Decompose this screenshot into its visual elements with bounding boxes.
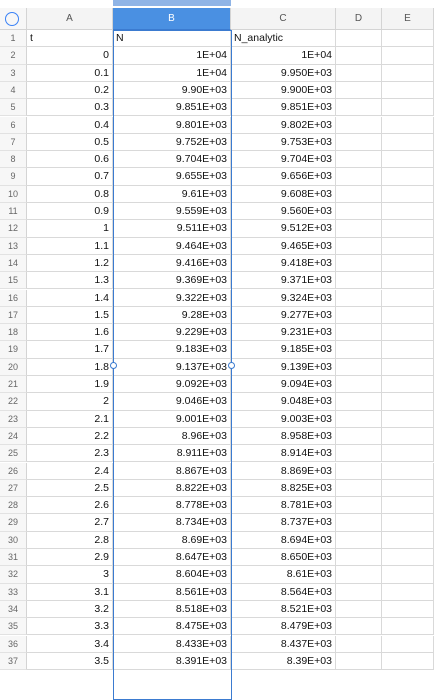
cell-empty[interactable] xyxy=(382,497,434,514)
cell-c[interactable]: 8.781E+03 xyxy=(231,497,336,514)
cell-a[interactable]: 2.9 xyxy=(27,549,113,566)
column-header-a[interactable]: A xyxy=(27,8,113,30)
row-header[interactable]: 21 xyxy=(0,376,27,393)
table-row xyxy=(0,82,434,99)
table-row xyxy=(0,359,434,376)
row-header[interactable]: 33 xyxy=(0,584,27,601)
cell-a[interactable]: 1.1 xyxy=(27,238,113,255)
cell-b[interactable]: 8.96E+03 xyxy=(113,428,231,445)
cell-a[interactable]: 1 xyxy=(27,220,113,237)
table-row xyxy=(0,117,434,134)
cell-c[interactable]: 8.869E+03 xyxy=(231,463,336,480)
cell-empty[interactable] xyxy=(336,376,382,393)
cell-c[interactable]: 9.231E+03 xyxy=(231,324,336,341)
row-header[interactable]: 3 xyxy=(0,65,27,82)
cell-c[interactable]: 9.950E+03 xyxy=(231,65,336,82)
cell-a[interactable]: 3.3 xyxy=(27,618,113,635)
cell-b[interactable]: 9.801E+03 xyxy=(113,117,231,134)
cell-b[interactable]: 9.183E+03 xyxy=(113,341,231,358)
cell-b[interactable]: 8.518E+03 xyxy=(113,601,231,618)
cell-empty[interactable] xyxy=(382,238,434,255)
cell-empty[interactable] xyxy=(382,636,434,653)
table-row xyxy=(0,411,434,428)
table-row xyxy=(0,341,434,358)
cell-empty[interactable] xyxy=(382,151,434,168)
cell-empty[interactable] xyxy=(382,324,434,341)
select-all-circle-icon xyxy=(5,12,19,26)
cell-empty[interactable] xyxy=(382,376,434,393)
row-header[interactable]: 29 xyxy=(0,514,27,531)
row-header[interactable]: 17 xyxy=(0,307,27,324)
row-header[interactable]: 30 xyxy=(0,532,27,549)
cell-empty[interactable] xyxy=(336,238,382,255)
cell-a[interactable]: 1.5 xyxy=(27,307,113,324)
cell-empty[interactable] xyxy=(336,393,382,410)
table-row xyxy=(0,238,434,255)
cell-empty[interactable] xyxy=(382,203,434,220)
table-row xyxy=(0,134,434,151)
cell-b[interactable]: 8.911E+03 xyxy=(113,445,231,462)
cell-b[interactable]: 9.369E+03 xyxy=(113,272,231,289)
cell-empty[interactable] xyxy=(336,324,382,341)
table-row xyxy=(0,480,434,497)
cell-a[interactable]: 1.6 xyxy=(27,324,113,341)
row-header[interactable]: 1 xyxy=(0,30,27,47)
cell-c[interactable]: 9.851E+03 xyxy=(231,99,336,116)
cell-a[interactable]: 1.7 xyxy=(27,341,113,358)
table-row xyxy=(0,463,434,480)
cell-empty[interactable] xyxy=(336,601,382,618)
cell-b[interactable]: 1E+04 xyxy=(113,47,231,64)
cell-a[interactable]: 2.3 xyxy=(27,445,113,462)
cell-empty[interactable] xyxy=(382,584,434,601)
cell-c[interactable]: 9.802E+03 xyxy=(231,117,336,134)
table-row xyxy=(0,497,434,514)
cell-b[interactable]: 9.229E+03 xyxy=(113,324,231,341)
cell-a[interactable]: 0.2 xyxy=(27,82,113,99)
cell-empty[interactable] xyxy=(382,255,434,272)
cell-c[interactable]: 9.371E+03 xyxy=(231,272,336,289)
cell-empty[interactable] xyxy=(336,186,382,203)
cell-b[interactable]: 9.464E+03 xyxy=(113,238,231,255)
cell-b[interactable]: 1E+04 xyxy=(113,65,231,82)
cell-b[interactable]: 8.867E+03 xyxy=(113,463,231,480)
cell-c[interactable]: 9.048E+03 xyxy=(231,393,336,410)
cell-empty[interactable] xyxy=(336,203,382,220)
cell-c[interactable]: 9.185E+03 xyxy=(231,341,336,358)
cell-c[interactable]: 9.139E+03 xyxy=(231,359,336,376)
row-header[interactable]: 14 xyxy=(0,255,27,272)
cell-c[interactable]: 8.958E+03 xyxy=(231,428,336,445)
cell-empty[interactable] xyxy=(336,514,382,531)
cell-empty[interactable] xyxy=(382,480,434,497)
cell-empty[interactable] xyxy=(382,618,434,635)
cell-empty[interactable] xyxy=(382,463,434,480)
cell-empty[interactable] xyxy=(336,220,382,237)
row-header[interactable]: 23 xyxy=(0,411,27,428)
cell-c[interactable]: 9.608E+03 xyxy=(231,186,336,203)
cell-c[interactable]: 8.437E+03 xyxy=(231,636,336,653)
cell-b[interactable]: 8.475E+03 xyxy=(113,618,231,635)
cell-empty[interactable] xyxy=(382,445,434,462)
cell-b[interactable]: 9.28E+03 xyxy=(113,307,231,324)
cell-b[interactable]: 8.647E+03 xyxy=(113,549,231,566)
cell-a[interactable]: 3.4 xyxy=(27,636,113,653)
cell-c[interactable]: 9.900E+03 xyxy=(231,82,336,99)
cell-empty[interactable] xyxy=(382,601,434,618)
table-row xyxy=(0,272,434,289)
row-header[interactable]: 34 xyxy=(0,601,27,618)
cell-b[interactable]: 8.734E+03 xyxy=(113,514,231,531)
cell-a[interactable]: 2 xyxy=(27,393,113,410)
cell-b[interactable]: 9.704E+03 xyxy=(113,151,231,168)
table-row xyxy=(0,393,434,410)
row-header[interactable]: 24 xyxy=(0,428,27,445)
cell-c[interactable]: 8.737E+03 xyxy=(231,514,336,531)
cell-c[interactable]: 9.704E+03 xyxy=(231,151,336,168)
row-header[interactable]: 11 xyxy=(0,203,27,220)
cell-b[interactable]: 9.137E+03 xyxy=(113,359,231,376)
table-row xyxy=(0,151,434,168)
cell-empty[interactable] xyxy=(382,341,434,358)
cell-empty[interactable] xyxy=(382,549,434,566)
cell-empty[interactable] xyxy=(336,480,382,497)
row-header[interactable]: 27 xyxy=(0,480,27,497)
cell-a[interactable]: 1.9 xyxy=(27,376,113,393)
row-header[interactable]: 2 xyxy=(0,47,27,64)
cell-empty[interactable] xyxy=(336,463,382,480)
top-strip xyxy=(0,0,434,8)
cell-empty[interactable] xyxy=(336,47,382,64)
cell-c[interactable]: 9.560E+03 xyxy=(231,203,336,220)
table-row xyxy=(0,445,434,462)
row-header[interactable]: 5 xyxy=(0,99,27,116)
cell-a[interactable]: 3.2 xyxy=(27,601,113,618)
cell-empty[interactable] xyxy=(336,566,382,583)
table-row xyxy=(0,566,434,583)
cell-b[interactable]: 8.778E+03 xyxy=(113,497,231,514)
row-header[interactable]: 4 xyxy=(0,82,27,99)
row-header[interactable]: 25 xyxy=(0,445,27,462)
cell-a[interactable]: 2.8 xyxy=(27,532,113,549)
row-header[interactable]: 8 xyxy=(0,151,27,168)
cell-empty[interactable] xyxy=(336,359,382,376)
cell-a[interactable]: 1.3 xyxy=(27,272,113,289)
selection-handle-right[interactable] xyxy=(228,362,235,369)
table-row xyxy=(0,168,434,185)
cell-c[interactable]: 9.512E+03 xyxy=(231,220,336,237)
cell-a[interactable]: 0.5 xyxy=(27,134,113,151)
cell-b[interactable]: N xyxy=(113,30,231,47)
cell-empty[interactable] xyxy=(382,99,434,116)
cell-a[interactable]: 2.1 xyxy=(27,411,113,428)
cell-empty[interactable] xyxy=(382,82,434,99)
cell-empty[interactable] xyxy=(336,307,382,324)
cell-b[interactable]: 9.046E+03 xyxy=(113,393,231,410)
cell-a[interactable]: 3.5 xyxy=(27,653,113,670)
cell-empty[interactable] xyxy=(382,653,434,670)
row-header[interactable]: 37 xyxy=(0,653,27,670)
cell-c[interactable]: 1E+04 xyxy=(231,47,336,64)
cell-empty[interactable] xyxy=(336,65,382,82)
cell-c[interactable]: 9.753E+03 xyxy=(231,134,336,151)
cell-empty[interactable] xyxy=(336,134,382,151)
table-row xyxy=(0,618,434,635)
cell-empty[interactable] xyxy=(382,566,434,583)
cell-empty[interactable] xyxy=(336,255,382,272)
table-row xyxy=(0,220,434,237)
cell-a[interactable]: 1.4 xyxy=(27,290,113,307)
cell-empty[interactable] xyxy=(336,549,382,566)
cell-empty[interactable] xyxy=(336,151,382,168)
cell-c[interactable]: 9.277E+03 xyxy=(231,307,336,324)
row-header[interactable]: 6 xyxy=(0,117,27,134)
cell-empty[interactable] xyxy=(336,30,382,47)
cell-empty[interactable] xyxy=(382,47,434,64)
cell-c[interactable]: 9.418E+03 xyxy=(231,255,336,272)
row-header[interactable]: 7 xyxy=(0,134,27,151)
cell-a[interactable]: 3.1 xyxy=(27,584,113,601)
cell-empty[interactable] xyxy=(336,636,382,653)
table-row xyxy=(0,376,434,393)
cell-c[interactable]: 8.694E+03 xyxy=(231,532,336,549)
row-header[interactable]: 22 xyxy=(0,393,27,410)
cell-b[interactable]: 8.69E+03 xyxy=(113,532,231,549)
row-header[interactable]: 9 xyxy=(0,168,27,185)
row-header[interactable]: 19 xyxy=(0,341,27,358)
cell-empty[interactable] xyxy=(382,272,434,289)
cell-c[interactable]: 8.479E+03 xyxy=(231,618,336,635)
cell-c[interactable]: 9.003E+03 xyxy=(231,411,336,428)
cell-empty[interactable] xyxy=(336,584,382,601)
cell-a[interactable]: 2.7 xyxy=(27,514,113,531)
cell-b[interactable]: 8.561E+03 xyxy=(113,584,231,601)
cell-empty[interactable] xyxy=(336,117,382,134)
table-row xyxy=(0,99,434,116)
cell-a[interactable]: 2.5 xyxy=(27,480,113,497)
cell-empty[interactable] xyxy=(336,82,382,99)
cell-empty[interactable] xyxy=(382,168,434,185)
column-header-e[interactable]: E xyxy=(382,8,434,30)
cell-empty[interactable] xyxy=(382,514,434,531)
table-row xyxy=(0,514,434,531)
cell-empty[interactable] xyxy=(336,99,382,116)
table-row xyxy=(0,653,434,670)
cell-c[interactable]: 8.521E+03 xyxy=(231,601,336,618)
cell-a[interactable]: 0.4 xyxy=(27,117,113,134)
column-header-d[interactable]: D xyxy=(336,8,382,30)
table-row xyxy=(0,65,434,82)
row-header[interactable]: 20 xyxy=(0,359,27,376)
row-header[interactable]: 12 xyxy=(0,220,27,237)
row-header[interactable]: 15 xyxy=(0,272,27,289)
cell-c[interactable]: 9.656E+03 xyxy=(231,168,336,185)
row-header[interactable]: 32 xyxy=(0,566,27,583)
table-row xyxy=(0,584,434,601)
cell-a[interactable]: 0.7 xyxy=(27,168,113,185)
table-row xyxy=(0,601,434,618)
column-b-indicator xyxy=(113,0,231,6)
table-row xyxy=(0,636,434,653)
cell-empty[interactable] xyxy=(336,532,382,549)
cell-a[interactable]: 0.1 xyxy=(27,65,113,82)
cell-a[interactable]: t xyxy=(27,30,113,47)
cell-b[interactable]: 8.822E+03 xyxy=(113,480,231,497)
cell-c[interactable]: 8.650E+03 xyxy=(231,549,336,566)
cell-empty[interactable] xyxy=(382,134,434,151)
cell-b[interactable]: 9.001E+03 xyxy=(113,411,231,428)
table-row xyxy=(0,532,434,549)
cell-b[interactable]: 9.092E+03 xyxy=(113,376,231,393)
cell-c[interactable]: 9.324E+03 xyxy=(231,290,336,307)
cell-a[interactable]: 1.8 xyxy=(27,359,113,376)
row-header[interactable]: 16 xyxy=(0,290,27,307)
select-all-button[interactable] xyxy=(0,8,27,30)
table-row xyxy=(0,203,434,220)
table-row xyxy=(0,47,434,64)
cell-b[interactable]: 9.655E+03 xyxy=(113,168,231,185)
cell-empty[interactable] xyxy=(336,618,382,635)
cell-b[interactable]: 9.416E+03 xyxy=(113,255,231,272)
table-row xyxy=(0,30,434,47)
cell-b[interactable]: 9.851E+03 xyxy=(113,99,231,116)
table-row xyxy=(0,290,434,307)
cell-a[interactable]: 2.4 xyxy=(27,463,113,480)
cell-empty[interactable] xyxy=(382,411,434,428)
table-row xyxy=(0,307,434,324)
cell-empty[interactable] xyxy=(382,307,434,324)
cell-c[interactable]: 8.39E+03 xyxy=(231,653,336,670)
table-row xyxy=(0,324,434,341)
row-header[interactable]: 13 xyxy=(0,238,27,255)
table-row xyxy=(0,255,434,272)
row-header[interactable]: 28 xyxy=(0,497,27,514)
cell-c[interactable]: 9.465E+03 xyxy=(231,238,336,255)
table-row xyxy=(0,549,434,566)
cell-c[interactable]: 8.61E+03 xyxy=(231,566,336,583)
row-header[interactable]: 10 xyxy=(0,186,27,203)
selection-handle-left[interactable] xyxy=(110,362,117,369)
row-header[interactable]: 18 xyxy=(0,324,27,341)
cell-b[interactable]: 8.604E+03 xyxy=(113,566,231,583)
cell-empty[interactable] xyxy=(382,186,434,203)
cell-empty[interactable] xyxy=(382,359,434,376)
row-header[interactable]: 36 xyxy=(0,636,27,653)
cell-empty[interactable] xyxy=(336,497,382,514)
table-row xyxy=(0,186,434,203)
cell-empty[interactable] xyxy=(336,290,382,307)
cell-a[interactable]: 0 xyxy=(27,47,113,64)
cell-a[interactable]: 1.2 xyxy=(27,255,113,272)
cell-empty[interactable] xyxy=(336,341,382,358)
cell-c[interactable]: 8.825E+03 xyxy=(231,480,336,497)
cell-c[interactable]: 8.914E+03 xyxy=(231,445,336,462)
cell-b[interactable]: 8.433E+03 xyxy=(113,636,231,653)
cell-b[interactable]: 9.752E+03 xyxy=(113,134,231,151)
table-row xyxy=(0,428,434,445)
cell-c[interactable]: 8.564E+03 xyxy=(231,584,336,601)
cell-empty[interactable] xyxy=(336,445,382,462)
column-header-c[interactable]: C xyxy=(231,8,336,30)
row-header[interactable]: 31 xyxy=(0,549,27,566)
column-header-row xyxy=(0,8,434,30)
cell-b[interactable]: 9.90E+03 xyxy=(113,82,231,99)
cell-a[interactable]: 0.8 xyxy=(27,186,113,203)
row-header[interactable]: 35 xyxy=(0,618,27,635)
cell-empty[interactable] xyxy=(382,428,434,445)
cell-a[interactable]: 0.3 xyxy=(27,99,113,116)
cell-empty[interactable] xyxy=(336,428,382,445)
cell-empty[interactable] xyxy=(382,290,434,307)
cell-b[interactable]: 9.559E+03 xyxy=(113,203,231,220)
cell-empty[interactable] xyxy=(382,65,434,82)
cell-b[interactable]: 9.322E+03 xyxy=(113,290,231,307)
cell-empty[interactable] xyxy=(336,168,382,185)
cell-empty[interactable] xyxy=(382,532,434,549)
row-header[interactable]: 26 xyxy=(0,463,27,480)
column-header-b[interactable]: B xyxy=(113,8,231,30)
cell-empty[interactable] xyxy=(382,393,434,410)
cell-a[interactable]: 2.6 xyxy=(27,497,113,514)
cell-a[interactable]: 0.9 xyxy=(27,203,113,220)
cell-a[interactable]: 0.6 xyxy=(27,151,113,168)
cell-empty[interactable] xyxy=(382,117,434,134)
cell-empty[interactable] xyxy=(336,411,382,428)
cell-b[interactable]: 9.511E+03 xyxy=(113,220,231,237)
cell-empty[interactable] xyxy=(382,220,434,237)
cell-b[interactable]: 9.61E+03 xyxy=(113,186,231,203)
cell-c[interactable]: 9.094E+03 xyxy=(231,376,336,393)
cell-empty[interactable] xyxy=(336,653,382,670)
cell-a[interactable]: 2.2 xyxy=(27,428,113,445)
cell-a[interactable]: 3 xyxy=(27,566,113,583)
cell-b[interactable]: 8.391E+03 xyxy=(113,653,231,670)
cell-empty[interactable] xyxy=(382,30,434,47)
cell-empty[interactable] xyxy=(336,272,382,289)
cell-c[interactable]: N_analytic xyxy=(231,30,336,47)
